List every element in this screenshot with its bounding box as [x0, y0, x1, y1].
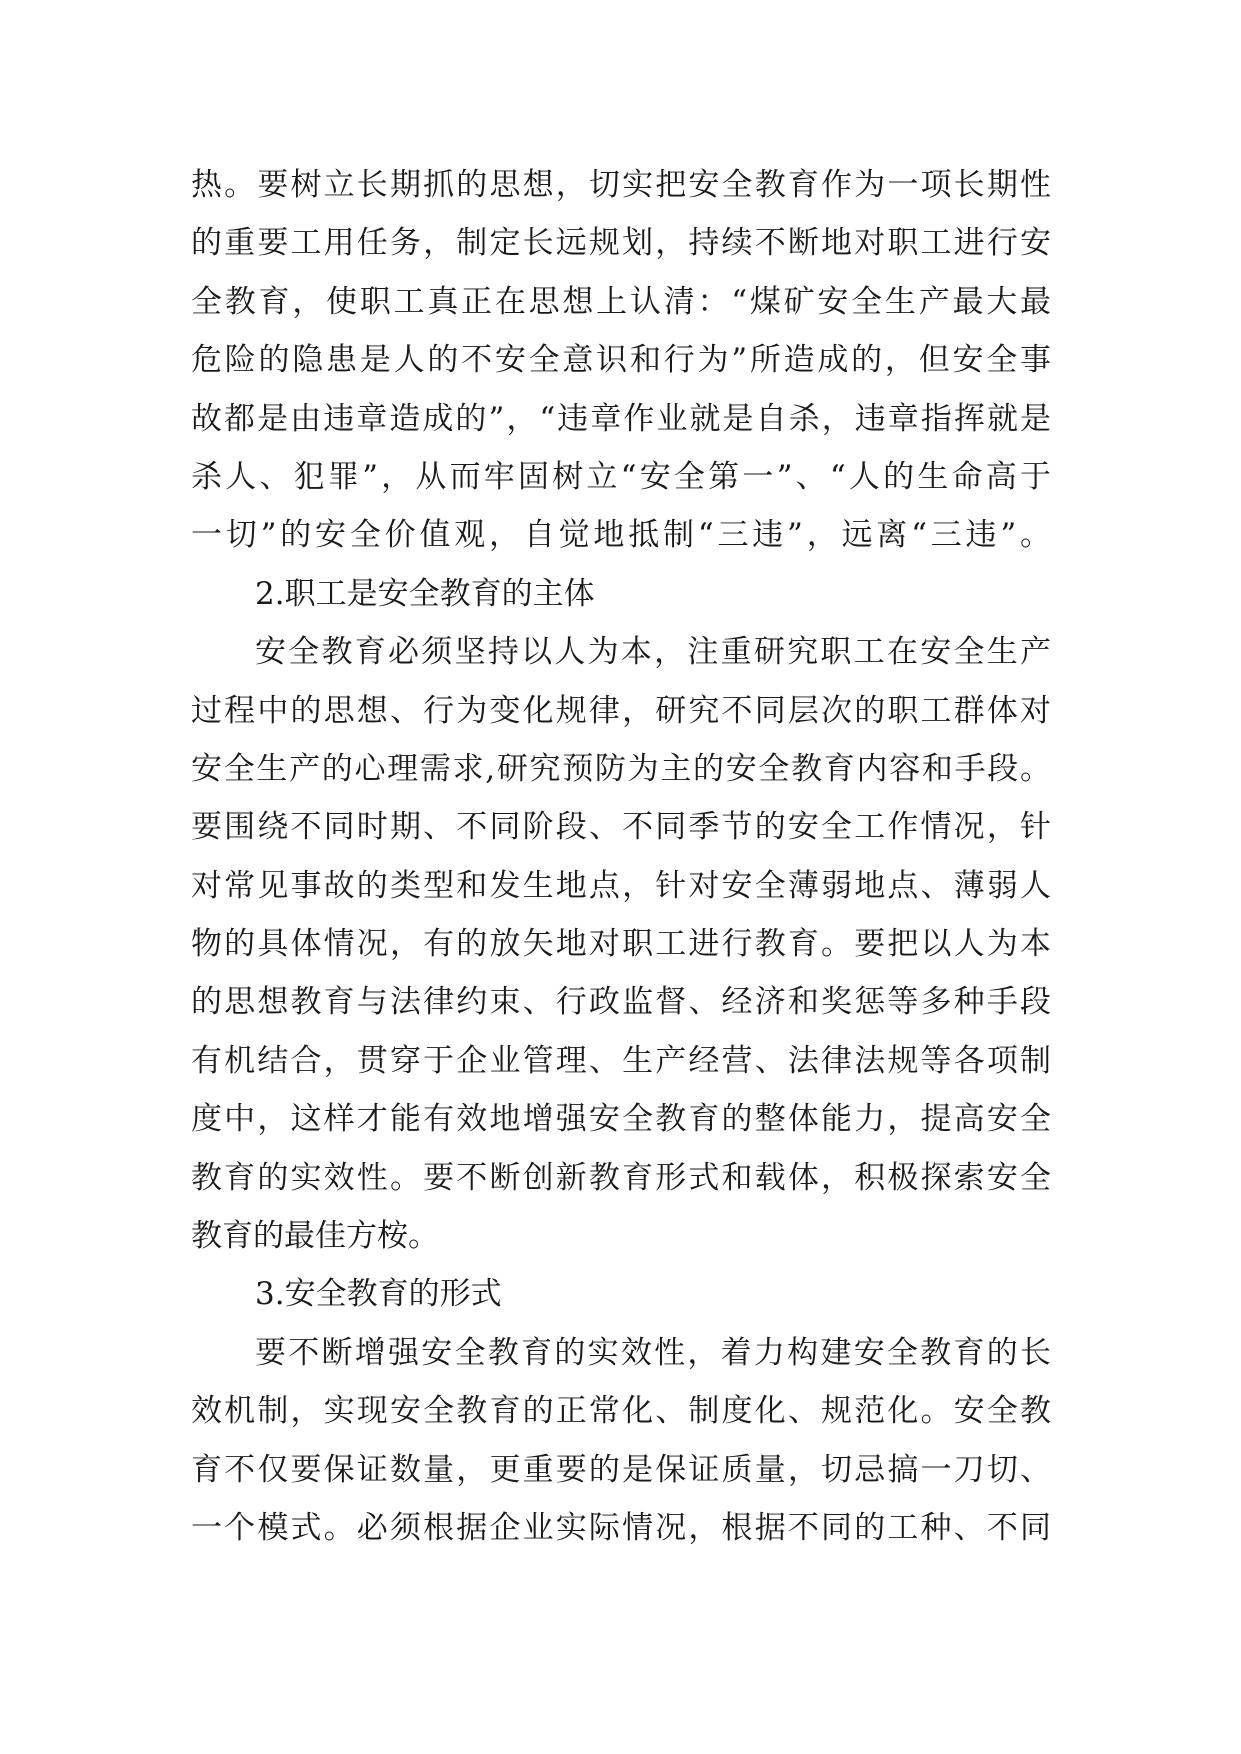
- paragraph-first-line: 安全教育必须坚持以人为本，注重研究职工在安全生产: [255, 634, 1051, 671]
- paragraph-last-line: 教育的最佳方桉。: [191, 1218, 439, 1255]
- text-line: 效机制，实现安全教育的正常化、制度化、规范化。安全教: [191, 1393, 1051, 1430]
- text-line: 杀人、犯罪”，从而牢固树立“安全第一”、“人的生命高于: [191, 458, 1051, 495]
- text-line: 对常见事故的类型和发生地点，针对安全薄弱地点、薄弱人: [191, 867, 1051, 904]
- text-line: 物的具体情况，有的放矢地对职工进行教育。要把以人为本: [191, 926, 1051, 963]
- text-line: 的思想教育与法律约束、行政监督、经济和奖惩等多种手段: [191, 984, 1051, 1021]
- text-line: 安全生产的心理需求,研究预防为主的安全教育内容和手段。: [191, 750, 1051, 787]
- text-line: 一个模式。必须根据企业实际情况，根据不同的工种、不同: [191, 1509, 1051, 1546]
- paragraph-first-line: 要不断增强安全教育的实效性，着力构建安全教育的长: [255, 1334, 1051, 1371]
- text-line: 育不仅要保证数量，更重要的是保证质量，切忌搞一刀切、: [191, 1451, 1051, 1488]
- text-line: 故都是由违章造成的”，“违章作业就是自杀，违章指挥就是: [191, 400, 1051, 437]
- text-line: 有机结合，贯穿于企业管理、生产经营、法律法规等各项制: [191, 1042, 1051, 1079]
- text-line: 教育的实效性。要不断创新教育形式和载体，积极探索安全: [191, 1159, 1051, 1196]
- text-line: 全教育，使职工真正在思想上认清：“煤矿安全生产最大最: [191, 283, 1051, 320]
- body-text: [191, 156, 1051, 1557]
- section-heading: 2.职工是安全教育的主体: [255, 575, 595, 612]
- text-line: 过程中的思想、行为变化规律，研究不同层次的职工群体对: [191, 692, 1051, 729]
- text-line: 一切”的安全价值观，自觉地抵制“三违”，远离“三违”。: [191, 517, 1051, 554]
- text-line: 危险的隐患是人的不安全意识和行为”所造成的，但安全事: [191, 342, 1051, 379]
- section-heading: 3.安全教育的形式: [255, 1276, 502, 1313]
- text-line: 度中，这样才能有效地增强安全教育的整体能力，提高安全: [191, 1101, 1051, 1138]
- text-line: 热。要树立长期抓的思想，切实把安全教育作为一项长期性: [191, 167, 1051, 203]
- text-line: 的重要工用任务，制定长远规划，持续不断地对职工进行安: [191, 225, 1051, 262]
- text-line: 要围绕不同时期、不同阶段、不同季节的安全工作情况，针: [191, 809, 1051, 846]
